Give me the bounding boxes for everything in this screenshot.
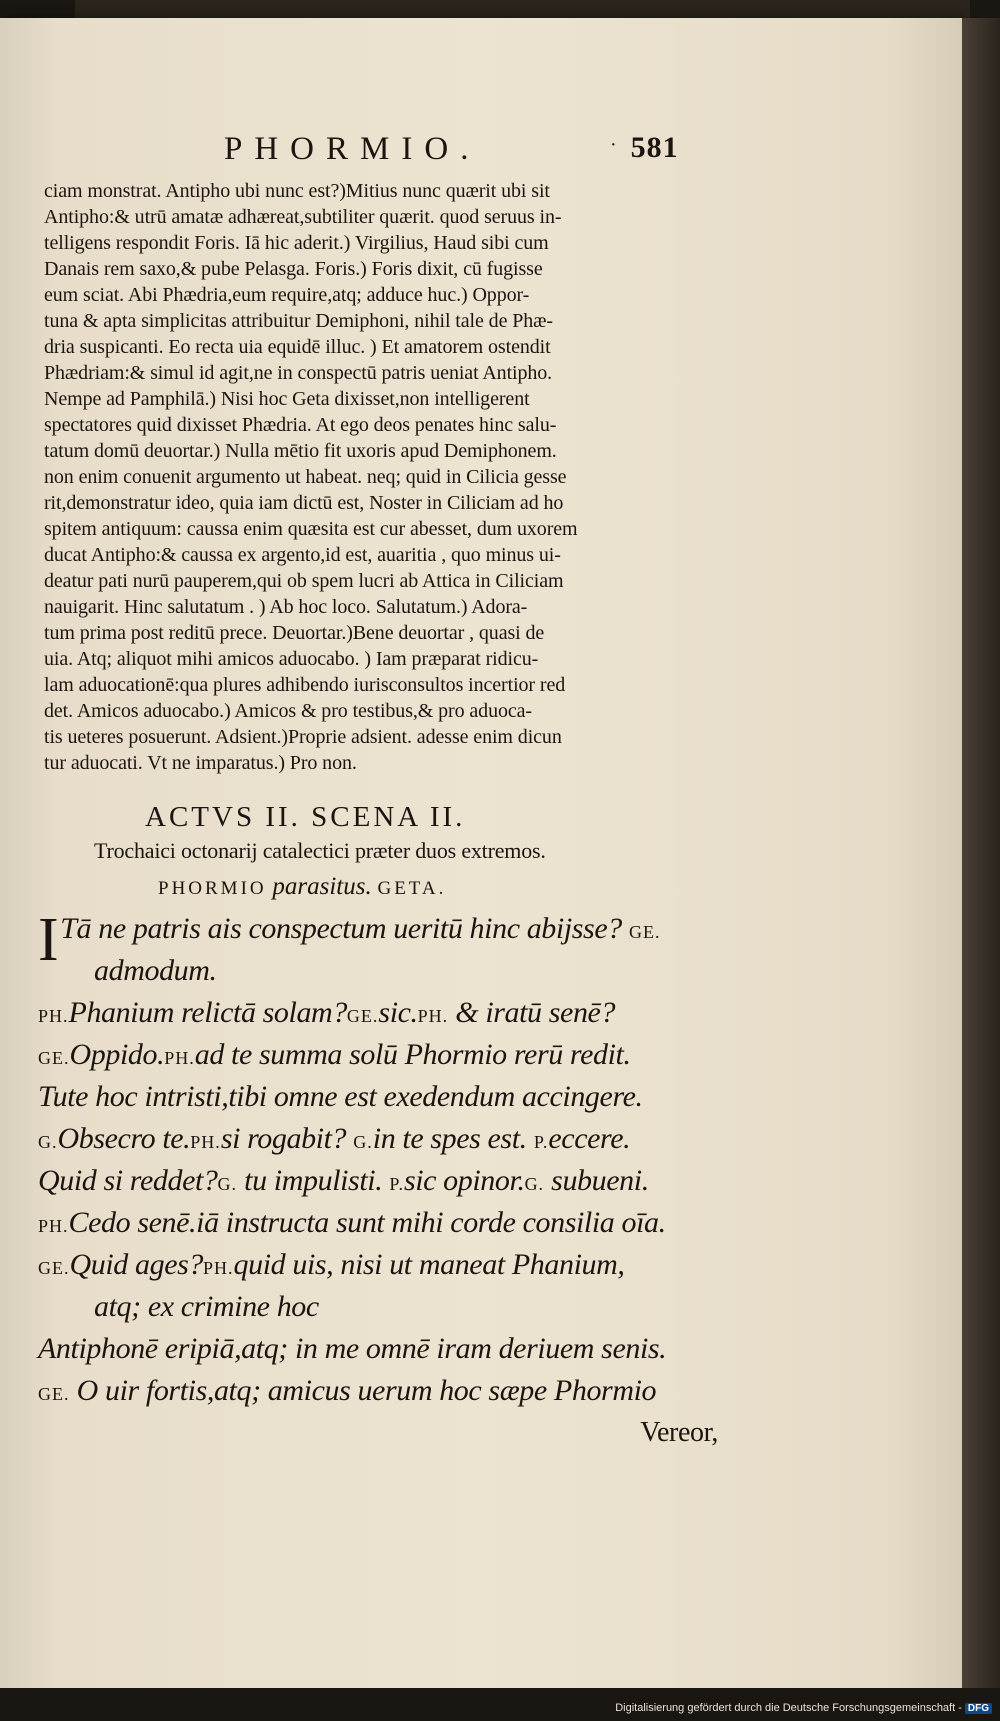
scan-right-edge: [962, 18, 1000, 1688]
commentary-line: ciam monstrat. Antipho ubi nunc est?)Mitius nunc quærit ubi sit: [44, 180, 550, 202]
verse-line: [38, 1202, 738, 1244]
commentary-line: uia. Atq; aliquot mihi amicos aduocabo. ) Iam præparat ridicu-: [44, 648, 539, 670]
verse-text: Obsecro te.: [57, 1122, 191, 1155]
verse-line: [38, 1286, 738, 1328]
speaker-label: G.: [217, 1174, 238, 1194]
commentary-line: tis ueteres posuerunt. Adsient.)Proprie adsient. adesse enim dicun: [44, 726, 562, 748]
verse-text: Cedo senē.iā instructa sunt mihi corde consilia oīa.: [68, 1206, 666, 1239]
meter-note: Trochaici octonarij catalectici præter duos extremos.: [94, 838, 546, 863]
speaker-label: G.: [38, 1132, 58, 1152]
commentary-line: tatum domū deuortar.) Nulla mētio fit uxoris apud Demiphonem.: [44, 440, 557, 462]
speaker-label: PH.: [417, 1006, 449, 1026]
verse-text: Tā ne patris ais conspectum ueritū hinc abijsse?: [60, 912, 622, 945]
verse-text: Quid si reddet?: [38, 1164, 218, 1197]
commentary-block: [44, 178, 694, 776]
folio-number: [610, 131, 679, 165]
verse-line: [38, 950, 738, 992]
commentary-line: Antipho:& utrū amatæ adhæreat,subtiliter quærit. quod seruus in-: [44, 206, 562, 228]
verse-text: quid uis, nisi ut maneat Phanium,: [233, 1248, 625, 1281]
commentary-line: lam aduocationē:qua plures adhibendo iurisconsultos incertior red: [44, 674, 566, 696]
verse-text: si rogabit?: [220, 1122, 347, 1155]
verse-text: ad te summa solū Phormio rerū redit.: [194, 1038, 631, 1071]
commentary-line: dria suspicanti. Eo recta uia equidē illuc. ) Et amatorem ostendit: [44, 336, 551, 358]
verse-text: Tute hoc intristi,tibi omne est exedendum accingere.: [38, 1080, 643, 1113]
credit-text: Digitalisierung gefördert durch die Deutsche Forschungsgemeinschaft -: [615, 1702, 962, 1714]
verse-text: Oppido.: [69, 1038, 165, 1071]
verse-text: sic opinor.: [403, 1164, 525, 1197]
verse-text: Quid ages?: [69, 1248, 203, 1281]
speaker-label: G.: [353, 1132, 373, 1152]
catchword: Vereor,: [640, 1417, 718, 1448]
commentary-line: nauigarit. Hinc salutatum . ) Ab hoc loco. Salutatum.) Adora-: [44, 596, 528, 618]
speaker-label: GE.: [38, 1384, 70, 1404]
verse-line: [38, 1370, 738, 1412]
speaker-label: PH.: [38, 1216, 69, 1236]
dfg-logo: DFG: [965, 1703, 992, 1714]
speaker-label: GE.: [628, 922, 661, 942]
verse-block: [38, 908, 738, 1454]
running-head: PHORMIO.: [224, 131, 481, 167]
speaker-label: P.: [533, 1132, 549, 1152]
verse-text: Antiphonē eripiā,atq; in me omnē iram deriuem senis.: [38, 1332, 667, 1365]
verse-text: in te spes est.: [372, 1122, 527, 1155]
verse-line: [38, 992, 738, 1034]
person-role: parasitus.: [272, 873, 372, 900]
commentary-line: spectatores quid dixisset Phædria. At ego deos penates hinc salu-: [44, 414, 557, 436]
speaker-label: P.: [389, 1174, 404, 1194]
commentary-line: tum prima post reditū prece. Deuortar.)Bene deuortar , quasi de: [44, 622, 545, 644]
commentary-line: tuna & apta simplicitas attribuitur Demiphoni, nihil tale de Phæ-: [44, 310, 553, 332]
commentary-line: Nempe ad Pamphilā.) Nisi hoc Geta dixisset,non intelligerent: [44, 388, 530, 410]
verse-line: [38, 1118, 738, 1160]
dramatis-personae: [158, 873, 446, 901]
commentary-line: rit,demonstratur ideo, quia iam dictū est, Noster in Ciliciam ad ho: [44, 492, 564, 514]
speaker-label: PH.: [203, 1258, 234, 1278]
commentary-line: Danais rem saxo,& pube Pelasga. Foris.) Foris dixit, cū fugisse: [44, 258, 543, 280]
digitization-credit: [615, 1702, 992, 1714]
commentary-line: tur aduocati. Vt ne imparatus.) Pro non.: [44, 752, 357, 774]
verse-line: [38, 1160, 738, 1202]
commentary-line: ducat Antipho:& caussa ex argento,id est, auaritia , quo minus ui-: [44, 544, 561, 566]
verse-text: admodum.: [94, 954, 217, 987]
verse-text: Phanium relictā solam?: [68, 996, 347, 1029]
commentary-line: det. Amicos aduocabo.) Amicos & pro testibus,& pro aduoca-: [44, 700, 532, 722]
folio-mark: ·: [610, 134, 617, 156]
verse-line: [38, 1076, 738, 1118]
verse-text: O uir fortis,atq; amicus uerum hoc sæpe Phormio: [76, 1374, 657, 1407]
speaker-label: G.: [524, 1174, 545, 1194]
verse-line: [38, 1244, 738, 1286]
verse-text: tu impulisti.: [244, 1164, 383, 1197]
commentary-line: non enim conuenit argumento ut habeat. neq; quid in Cilicia gesse: [44, 466, 567, 488]
commentary-line: deatur pati nurū pauperem,qui ob spem lucri ab Attica in Ciliciam: [44, 570, 564, 592]
speaker-label: GE.: [38, 1258, 70, 1278]
act-scene-heading: ACTVS II. SCENA II.: [145, 801, 466, 833]
speaker-label: PH.: [190, 1132, 221, 1152]
verse-line: [38, 1328, 738, 1370]
speaker-label: PH.: [38, 1006, 69, 1026]
verse-text: sic.: [378, 996, 418, 1029]
commentary-line: Phædriam:& simul id agit,ne in conspectū patris ueniat Antipho.: [44, 362, 553, 384]
folio-number-text: 581: [630, 131, 679, 164]
commentary-line: spitem antiquum: caussa enim quæsita est cur abesset, dum uxorem: [44, 518, 578, 540]
verse-text: atq; ex crimine hoc: [94, 1290, 319, 1323]
verse-text: & iratū senē?: [455, 996, 616, 1029]
person-geta: GETA.: [377, 878, 447, 899]
speaker-label: GE.: [38, 1048, 70, 1068]
speaker-label: GE.: [346, 1006, 379, 1026]
commentary-line: eum sciat. Abi Phædria,eum require,atq; adduce huc.) Oppor-: [44, 284, 530, 306]
speaker-label: PH.: [164, 1048, 195, 1068]
verse-text: subueni.: [551, 1164, 649, 1197]
person-phormio: PHORMIO: [158, 878, 267, 899]
drop-capital: I: [38, 906, 59, 974]
verse-line: [38, 1034, 738, 1076]
book-page: [0, 18, 962, 1688]
commentary-line: telligens respondit Foris. Iā hic aderit.) Virgilius, Haud sibi cum: [44, 232, 549, 254]
verse-text: eccere.: [548, 1122, 631, 1155]
